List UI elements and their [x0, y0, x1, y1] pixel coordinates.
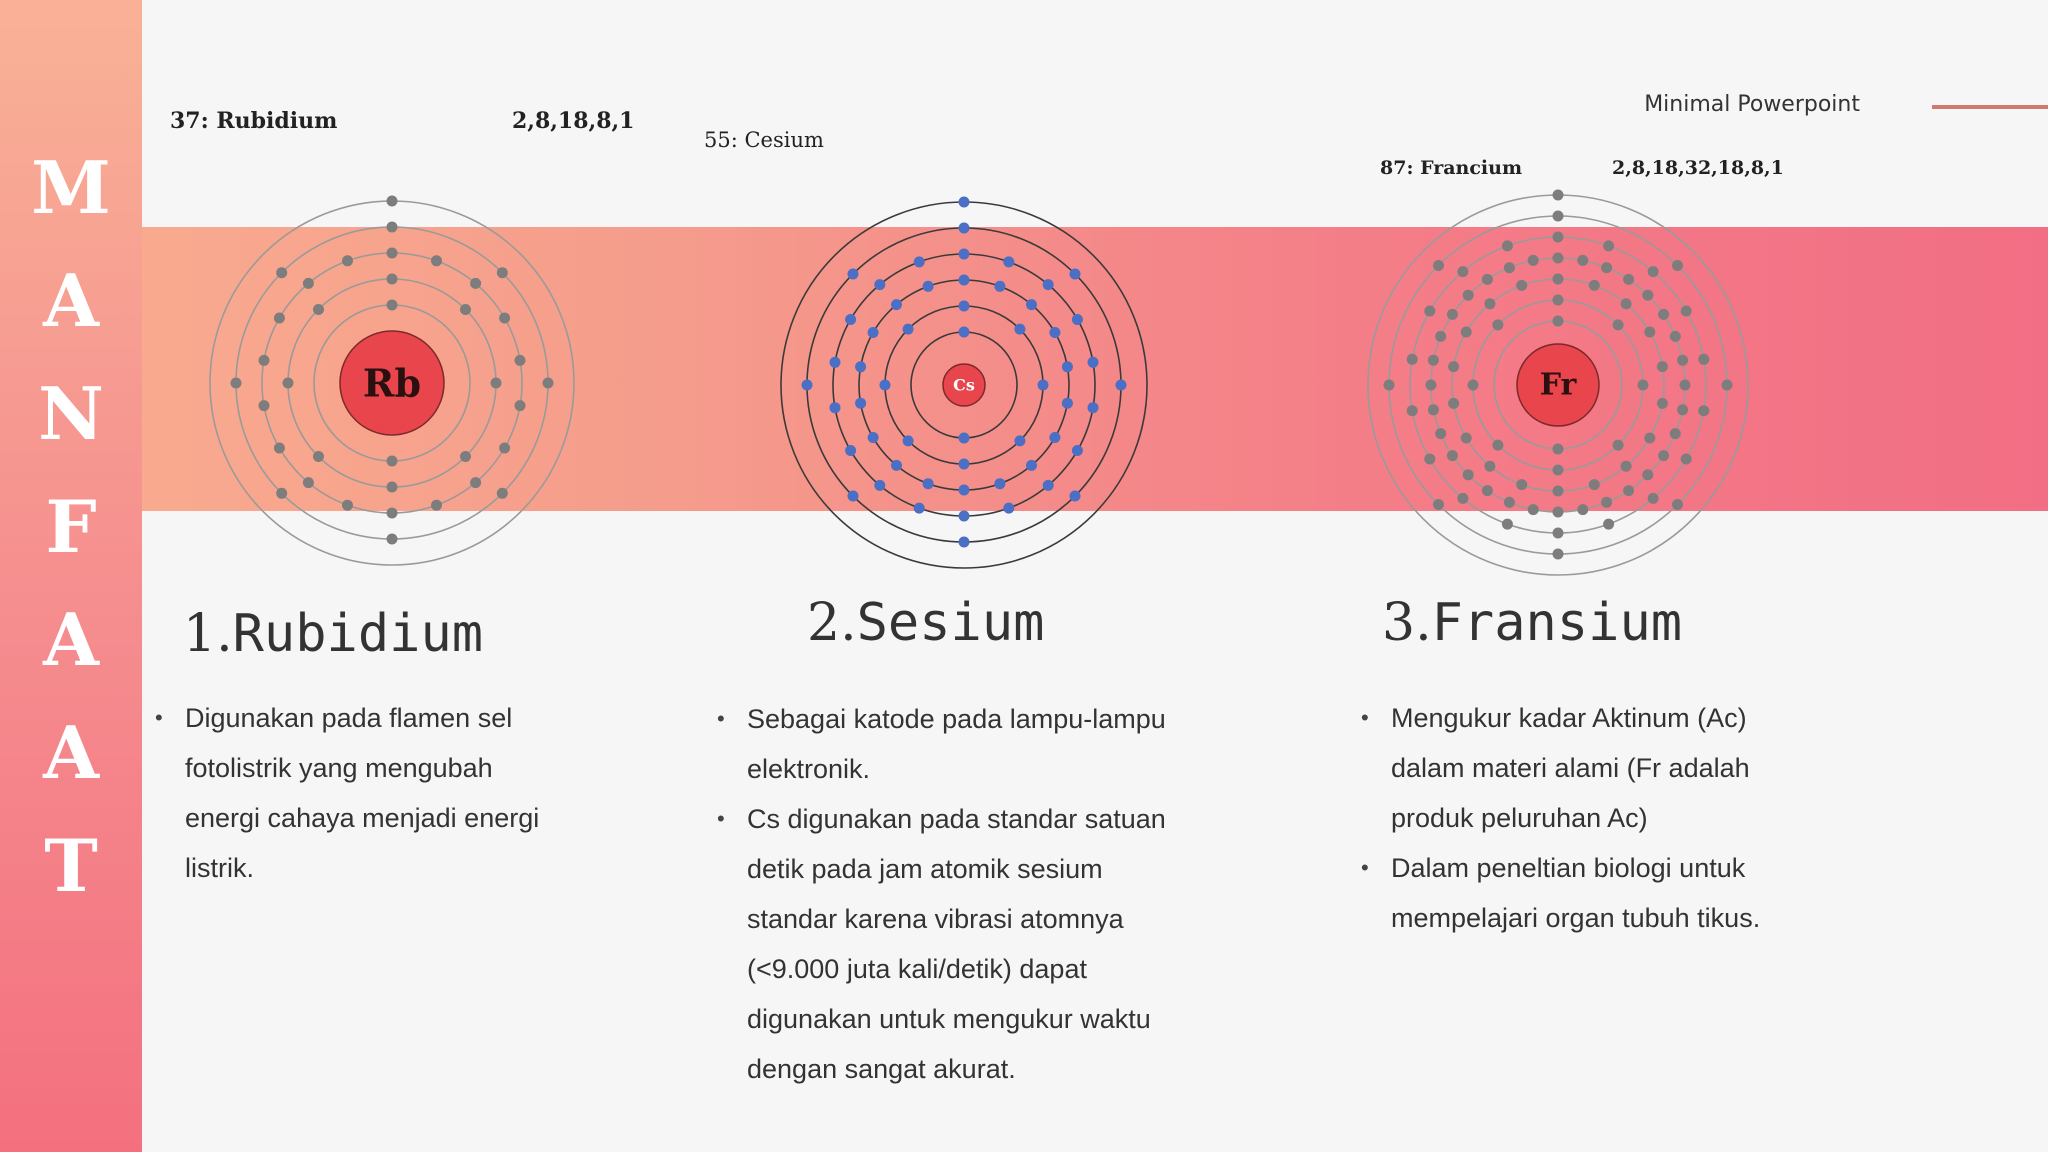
- electron: [1504, 497, 1515, 508]
- list-item: • Digunakan pada flamen sel fotolistrik yang mengubah energi cahaya menjadi energi listrik.: [155, 693, 575, 893]
- electron: [1457, 266, 1468, 277]
- electron: [460, 304, 471, 315]
- electron: [1003, 256, 1014, 267]
- electron: [891, 299, 902, 310]
- brand-accent-line: [1932, 105, 2048, 109]
- electron: [259, 400, 270, 411]
- electron: [1070, 491, 1081, 502]
- electron: [1428, 355, 1439, 366]
- bullets-sesium: [717, 694, 1192, 1094]
- electron: [1601, 262, 1612, 273]
- electron: [1672, 260, 1683, 271]
- electron: [1072, 445, 1083, 456]
- electron: [903, 435, 914, 446]
- electron: [914, 256, 925, 267]
- electron: [1553, 211, 1564, 222]
- electron: [1603, 519, 1614, 530]
- electron: [1553, 295, 1564, 306]
- electron: [1482, 274, 1493, 285]
- electron: [1553, 190, 1564, 201]
- electron: [1528, 255, 1539, 266]
- electron: [387, 534, 398, 545]
- electron: [1644, 327, 1655, 338]
- electron: [313, 451, 324, 462]
- heading-fransium: [1382, 593, 1682, 653]
- bullets-fransium: [1361, 693, 1766, 943]
- electron: [387, 274, 398, 285]
- heading-number: 2.: [807, 593, 857, 653]
- heading-number: 1.: [183, 604, 233, 664]
- electron: [1670, 331, 1681, 342]
- electron: [1553, 274, 1564, 285]
- electron: [1043, 480, 1054, 491]
- list-item: • Cs digunakan pada standar satuan detik pada jam atomik sesium standar karena vibrasi atomnya (<9.000 juta kali/detik) dapat digunakan untuk mengukur waktu dengan sangat akurat.: [717, 794, 1192, 1094]
- electron: [1621, 298, 1632, 309]
- electron: [1026, 460, 1037, 471]
- electron: [1433, 499, 1444, 510]
- heading-number: 3.: [1382, 593, 1432, 653]
- electron: [923, 281, 934, 292]
- electron: [959, 249, 970, 260]
- title-letter: A: [43, 258, 99, 343]
- electron: [868, 432, 879, 443]
- electron: [959, 275, 970, 286]
- electron: [1457, 493, 1468, 504]
- electron: [387, 196, 398, 207]
- electron: [1603, 240, 1614, 251]
- electron: [497, 267, 508, 278]
- electron: [499, 313, 510, 324]
- electron: [1681, 454, 1692, 465]
- bullets-rubidium: [155, 693, 575, 893]
- electron: [1014, 324, 1025, 335]
- electron: [1428, 404, 1439, 415]
- electron: [959, 485, 970, 496]
- electron: [1384, 380, 1395, 391]
- electron: [303, 477, 314, 488]
- electron: [303, 278, 314, 289]
- electron: [1433, 260, 1444, 271]
- electron: [830, 357, 841, 368]
- electron: [959, 301, 970, 312]
- title-letter: M: [31, 145, 111, 230]
- electron: [1448, 361, 1459, 372]
- electron: [1504, 262, 1515, 273]
- electron: [1672, 499, 1683, 510]
- nucleus-symbol: Rb: [362, 360, 422, 406]
- electron: [1680, 380, 1691, 391]
- electron: [387, 482, 398, 493]
- electron: [994, 478, 1005, 489]
- atom-label-name: 37: Rubidium: [170, 108, 338, 134]
- electron: [1407, 354, 1418, 365]
- electron: [1088, 402, 1099, 413]
- electron: [1638, 380, 1649, 391]
- electron: [1670, 428, 1681, 439]
- electron: [387, 300, 398, 311]
- electron: [959, 327, 970, 338]
- heading-sesium: [807, 593, 1044, 653]
- electron: [1463, 469, 1474, 480]
- electron: [959, 433, 970, 444]
- electron: [276, 267, 287, 278]
- electron: [342, 255, 353, 266]
- electron: [1461, 327, 1472, 338]
- electron: [1623, 485, 1634, 496]
- electron: [387, 222, 398, 233]
- electron: [1613, 319, 1624, 330]
- electron: [1657, 398, 1668, 409]
- electron: [1621, 461, 1632, 472]
- electron: [1484, 461, 1495, 472]
- electron: [1484, 298, 1495, 309]
- electron: [1516, 479, 1527, 490]
- electron: [1014, 435, 1025, 446]
- electron: [1003, 503, 1014, 514]
- electron: [1049, 327, 1060, 338]
- electron: [1528, 504, 1539, 515]
- electron: [1642, 469, 1653, 480]
- nucleus-symbol: Fr: [1539, 367, 1577, 403]
- electron: [1070, 269, 1081, 280]
- electron: [1677, 404, 1688, 415]
- electron: [1435, 428, 1446, 439]
- electron: [1038, 380, 1049, 391]
- electron: [1553, 528, 1564, 539]
- electron: [802, 380, 813, 391]
- electron: [1424, 454, 1435, 465]
- atom-label-name: 87: Francium: [1380, 157, 1523, 179]
- electron: [959, 511, 970, 522]
- electron: [460, 451, 471, 462]
- electron: [276, 488, 287, 499]
- electron: [914, 503, 925, 514]
- electron: [274, 443, 285, 454]
- electron: [1553, 507, 1564, 518]
- atom-label-name: 55: Cesium: [704, 128, 824, 152]
- electron: [845, 445, 856, 456]
- electron: [1026, 299, 1037, 310]
- electron: [1482, 485, 1493, 496]
- title-letter: A: [43, 597, 99, 682]
- electron: [848, 491, 859, 502]
- electron: [1407, 405, 1418, 416]
- electron: [1553, 253, 1564, 264]
- electron: [1553, 444, 1564, 455]
- atom-diagram-cesium: [779, 199, 1149, 569]
- heading-name: Sesium: [856, 593, 1045, 653]
- electron: [959, 459, 970, 470]
- electron: [923, 478, 934, 489]
- electron: [1116, 380, 1127, 391]
- electron: [313, 304, 324, 315]
- electron: [855, 361, 866, 372]
- electron: [1072, 314, 1083, 325]
- electron: [431, 255, 442, 266]
- electron: [470, 278, 481, 289]
- electron: [1698, 354, 1709, 365]
- electron: [1589, 280, 1600, 291]
- electron: [1062, 361, 1073, 372]
- brand-text: Minimal Powerpoint: [1644, 92, 1860, 117]
- electron: [848, 269, 859, 280]
- electron: [1623, 274, 1634, 285]
- electron: [830, 402, 841, 413]
- electron: [1447, 450, 1458, 461]
- electron: [515, 400, 526, 411]
- electron: [1502, 240, 1513, 251]
- heading-name: Rubidium: [232, 604, 484, 664]
- electron: [1426, 380, 1437, 391]
- electron: [1435, 331, 1446, 342]
- electron: [470, 477, 481, 488]
- electron: [342, 500, 353, 511]
- electron: [1062, 398, 1073, 409]
- electron: [855, 398, 866, 409]
- title-letter: N: [38, 371, 104, 456]
- electron: [491, 378, 502, 389]
- atom-diagram-rubidium: [209, 200, 575, 566]
- electron: [283, 378, 294, 389]
- electron: [1644, 433, 1655, 444]
- electron: [1642, 290, 1653, 301]
- electron: [1463, 290, 1474, 301]
- electron: [903, 324, 914, 335]
- electron: [1681, 306, 1692, 317]
- electron: [497, 488, 508, 499]
- title-letter: T: [44, 823, 98, 908]
- electron: [1658, 309, 1669, 320]
- electron: [543, 378, 554, 389]
- list-item: • Dalam peneltian biologi untuk mempelajari organ tubuh tikus.: [1361, 843, 1766, 943]
- electron: [515, 355, 526, 366]
- electron: [431, 500, 442, 511]
- electron: [1516, 280, 1527, 291]
- electron: [1589, 479, 1600, 490]
- vertical-title: [0, 138, 142, 929]
- electron: [1577, 255, 1588, 266]
- electron: [387, 248, 398, 259]
- electron: [959, 537, 970, 548]
- electron: [1448, 398, 1459, 409]
- list-item: • Mengukur kadar Aktinum (Ac) dalam materi alami (Fr adalah produk peluruhan Ac): [1361, 693, 1766, 843]
- electron: [874, 480, 885, 491]
- electron: [1648, 493, 1659, 504]
- electron: [1088, 357, 1099, 368]
- electron: [1492, 319, 1503, 330]
- electron: [1447, 309, 1458, 320]
- electron: [874, 279, 885, 290]
- electron: [845, 314, 856, 325]
- list-item: • Sebagai katode pada lampu-lampu elektronik.: [717, 694, 1192, 794]
- electron: [499, 443, 510, 454]
- electron: [868, 327, 879, 338]
- electron: [1553, 232, 1564, 243]
- title-letter: A: [43, 710, 99, 795]
- electron: [1043, 279, 1054, 290]
- electron: [994, 281, 1005, 292]
- electron: [1657, 361, 1668, 372]
- electron: [1698, 405, 1709, 416]
- electron: [1648, 266, 1659, 277]
- sidebar: [0, 0, 142, 1152]
- nucleus-symbol: Cs: [953, 375, 975, 395]
- electron: [959, 197, 970, 208]
- electron: [259, 355, 270, 366]
- electron: [387, 508, 398, 519]
- electron: [1553, 316, 1564, 327]
- heading-name: Fransium: [1431, 593, 1683, 653]
- electron: [1553, 549, 1564, 560]
- atom-label-config: 2,8,18,8,1: [512, 108, 635, 134]
- electron: [1502, 519, 1513, 530]
- electron: [1677, 355, 1688, 366]
- electron: [1553, 486, 1564, 497]
- electron: [959, 223, 970, 234]
- electron: [1424, 306, 1435, 317]
- electron: [387, 456, 398, 467]
- title-letter: F: [45, 484, 97, 569]
- electron: [891, 460, 902, 471]
- atom-label-config: 2,8,18,32,18,8,1: [1612, 157, 1784, 179]
- electron: [1461, 433, 1472, 444]
- atom-diagram-francium: [1368, 195, 1748, 575]
- electron: [880, 380, 891, 391]
- heading-rubidium: [183, 604, 483, 664]
- electron: [1658, 450, 1669, 461]
- electron: [231, 378, 242, 389]
- electron: [1722, 380, 1733, 391]
- electron: [1492, 440, 1503, 451]
- electron: [1049, 432, 1060, 443]
- electron: [274, 313, 285, 324]
- electron: [1577, 504, 1588, 515]
- electron: [1601, 497, 1612, 508]
- electron: [1553, 465, 1564, 476]
- electron: [1613, 440, 1624, 451]
- electron: [1468, 380, 1479, 391]
